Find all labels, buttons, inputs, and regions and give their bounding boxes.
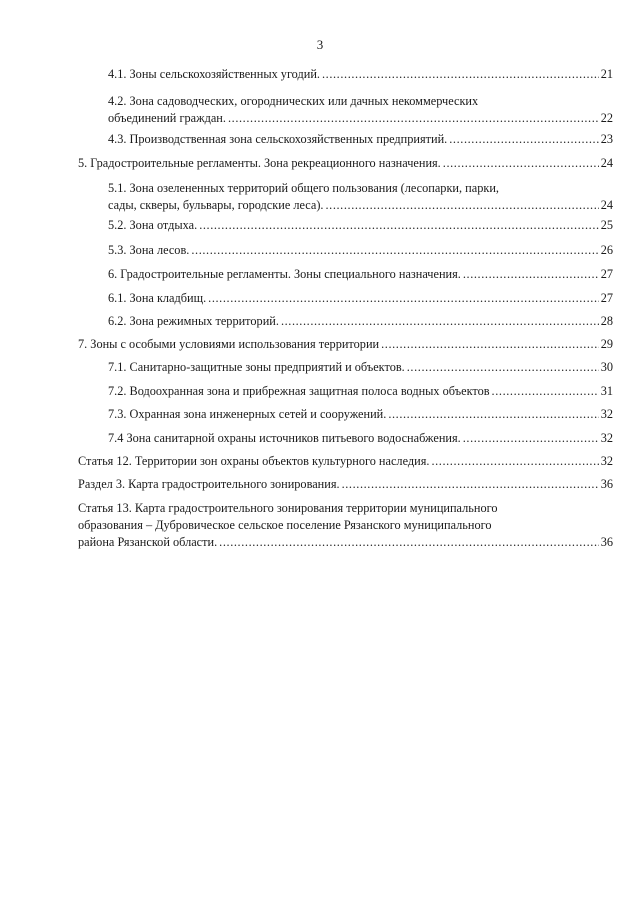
toc-entry-title: сады, скверы, бульвары, городские леса). <box>108 198 324 212</box>
dot-leader <box>463 266 599 283</box>
toc-entry-title: 4.3. Производственная зона сельскохозяйственных предприятий. <box>108 132 448 146</box>
toc-entry-page: 29 <box>600 337 613 351</box>
dot-leader <box>431 453 598 470</box>
toc-entry-title-line: Статья 13. Карта градостроительного зонирования территории муниципального <box>78 501 498 515</box>
toc-entry-title-line: 4.2. Зона садоводческих, огороднических или дачных некоммерческих <box>108 94 479 108</box>
toc-entry-page: 32 <box>600 454 613 468</box>
toc-entry-title-line: 5.1. Зона озелененных территорий общего пользования (лесопарки, парки, <box>108 181 499 195</box>
toc-entry-7-1 <box>108 359 613 376</box>
toc-entry-6-2 <box>108 313 613 330</box>
toc-entry-title: 6.2. Зона режимных территорий. <box>108 314 279 328</box>
toc-entry-title: района Рязанской области. <box>78 535 218 549</box>
toc-entry-page: 27 <box>600 267 613 281</box>
toc-entry-page: 31 <box>600 384 613 398</box>
toc-entry-title: 5.3. Зона лесов. <box>108 243 190 257</box>
dot-leader <box>443 155 599 172</box>
dot-leader <box>342 476 599 493</box>
toc-entry-page: 32 <box>600 431 613 445</box>
toc-entry-title: объединений граждан. <box>108 111 226 125</box>
dot-leader <box>449 131 598 148</box>
toc-entry-title-line: образования – Дубровическое сельское поселение Рязанского муниципального <box>78 518 492 532</box>
toc-entry-title: 7.4 Зона санитарной охраны источников питьевого водоснабжения. <box>108 431 461 445</box>
toc-entry-page: 21 <box>600 67 613 81</box>
toc-entry-title: Раздел 3. Карта градостроительного зонирования. <box>78 477 340 491</box>
toc-entry-article-13 <box>78 500 613 551</box>
toc-entry-4-3 <box>108 131 613 148</box>
toc-entry-page: 23 <box>600 132 613 146</box>
toc-entry-5 <box>78 155 613 172</box>
dot-leader <box>388 406 598 423</box>
toc-entry-page: 24 <box>600 156 613 170</box>
dot-leader <box>463 430 599 447</box>
toc-entry-title: 7. Зоны с особыми условиями использования территории <box>78 337 380 351</box>
toc-entry-page: 28 <box>600 314 613 328</box>
toc-entry-page: 24 <box>600 198 613 212</box>
toc-entry-5-1 <box>108 180 613 214</box>
toc-entry-4-2 <box>108 93 613 127</box>
dot-leader <box>219 534 599 551</box>
toc-entry-page: 26 <box>600 243 613 257</box>
toc-entry-page: 27 <box>600 291 613 305</box>
dot-leader <box>208 290 599 307</box>
dot-leader <box>228 110 599 127</box>
toc-entry-title: 5.2. Зона отдыха. <box>108 218 198 232</box>
dot-leader <box>325 197 598 214</box>
toc-entry-section-3 <box>78 476 613 493</box>
toc-entry-page: 25 <box>600 218 613 232</box>
toc-entry-title: Статья 12. Территории зон охраны объектов культурного наследия. <box>78 454 430 468</box>
toc-entry-title: 7.1. Санитарно-защитные зоны предприятий и объектов. <box>108 360 405 374</box>
dot-leader <box>492 383 599 400</box>
dot-leader <box>407 359 599 376</box>
toc-entry-page: 30 <box>600 360 613 374</box>
toc-entry-title: 4.1. Зоны сельскохозяйственных угодий. <box>108 67 320 81</box>
dot-leader <box>381 336 599 353</box>
toc-entry-title: 5. Градостроительные регламенты. Зона рекреационного назначения. <box>78 156 441 170</box>
toc-entry-title: 6.1. Зона кладбищ. <box>108 291 207 305</box>
toc-entry-page: 36 <box>600 477 613 491</box>
toc-entry-article-12 <box>78 453 613 470</box>
toc-entry-title: 6. Градостроительные регламенты. Зоны специального назначения. <box>108 267 461 281</box>
toc-entry-6 <box>108 266 613 283</box>
toc-entry-4-1 <box>108 66 613 83</box>
page-number: 3 <box>316 37 324 52</box>
toc-entry-7-2 <box>108 383 613 400</box>
toc-entry-page: 22 <box>600 111 613 125</box>
toc-entry-7 <box>78 336 613 353</box>
dot-leader <box>281 313 599 330</box>
toc-entry-title: 7.3. Охранная зона инженерных сетей и сооружений. <box>108 407 387 421</box>
toc-entry-6-1 <box>108 290 613 307</box>
toc-entry-7-4 <box>108 430 613 447</box>
toc-entry-5-2 <box>108 217 613 234</box>
toc-entry-page: 32 <box>600 407 613 421</box>
toc-entry-title: 7.2. Водоохранная зона и прибрежная защитная полоса водных объектов <box>108 384 490 398</box>
toc-entry-7-3 <box>108 406 613 423</box>
toc-entry-page: 36 <box>600 535 613 549</box>
dot-leader <box>199 217 599 234</box>
dot-leader <box>191 242 598 259</box>
dot-leader <box>322 66 599 83</box>
toc-entry-5-3 <box>108 242 613 259</box>
